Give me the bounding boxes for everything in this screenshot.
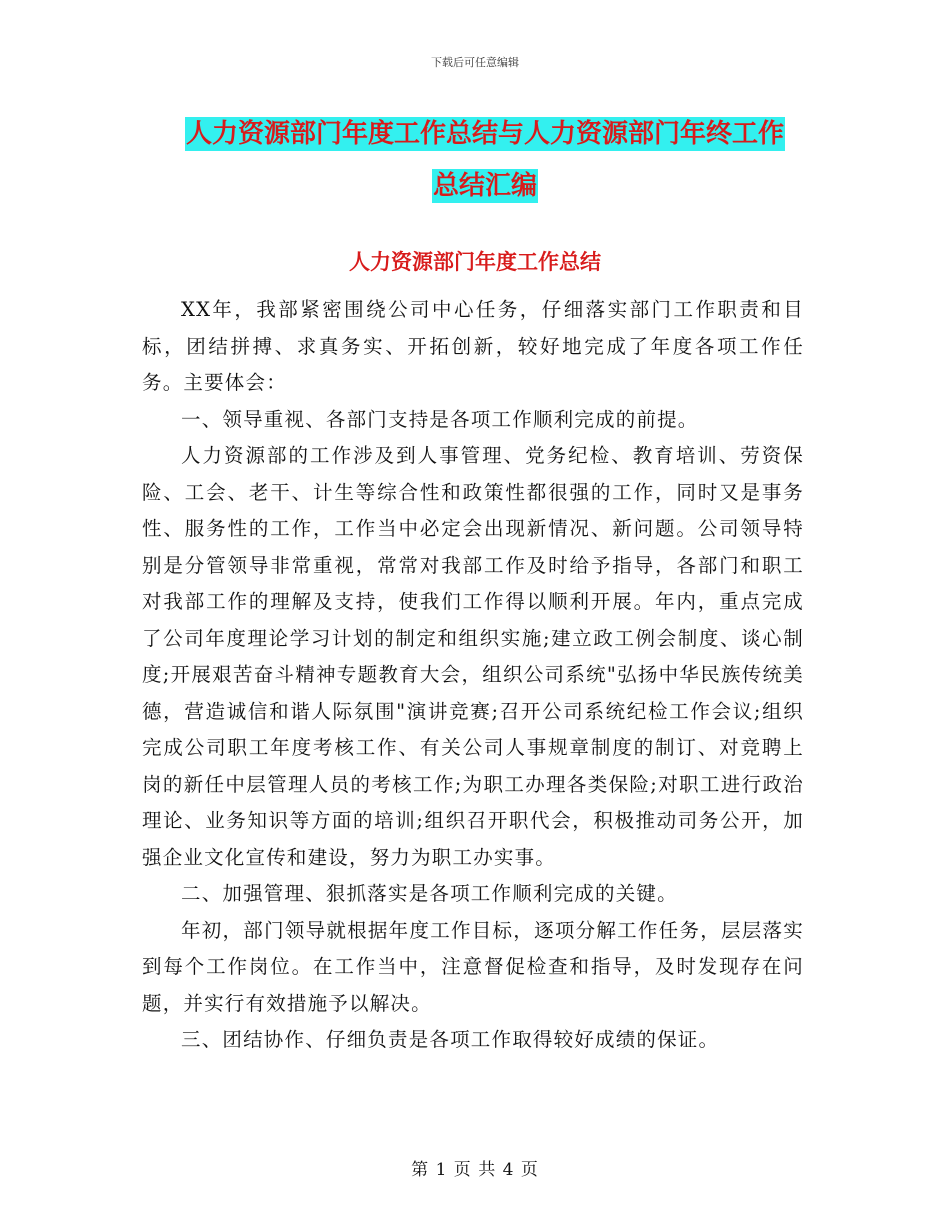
paragraph: XX年，我部紧密围绕公司中心任务，仔细落实部门工作职责和目标，团结拼搏、求真务实、开拓创新，较好地完成了年度各项工作任务。主要体会： — [142, 298, 804, 394]
header-note: 下载后可任意编辑 — [431, 56, 519, 69]
paragraph: 二、加强管理、狠抓落实是各项工作顺利完成的关键。 — [181, 882, 678, 905]
paragraph: 人力资源部的工作涉及到人事管理、党务纪检、教育培训、劳资保险、工会、老干、计生等综合性和政策性都很强的工作，同时又是事务性、服务性的工作，工作当中必定会出现新情况、新问题。公司领导特别是分管领导非常重视，常常对我部工作及时给予指导，各部门和职工对我部工作的理解及支持，使我们工作得以顺利开展。年内，重点完成了公司年度理论学习计划的制定和组织实施;建立政工例会制度、谈心制度;开展艰苦奋斗精神专题教育大会，组织公司系统"弘扬中华民族传统美德，营造诚信和谐人际氛围"演讲竞赛;召开公司系统纪检工作会议;组织完成公司职工年度考核工作、有关公司人事规章制度的制订、对竞聘上岗的新任中层管理人员的考核工作;为职工办理各类保险;对职工进行政治理论、业务知识等方面的培训;组织召开职代会，积极推动司务公开，加强企业文化宣传和建设，努力为职工办实事。 — [142, 444, 804, 869]
paragraph: 一、领导重视、各部门支持是各项工作顺利完成的前提。 — [181, 407, 699, 431]
document-title — [150, 108, 820, 212]
document-body — [142, 292, 804, 1059]
page-footer: 第 1 页 共 4 页 — [411, 1160, 539, 1180]
paragraph: 三、团结协作、仔细负责是各项工作取得较好成绩的保证。 — [181, 1028, 720, 1051]
document-title-line1: 人力资源部门年度工作总结与人力资源部门年终工作 — [185, 119, 784, 149]
paragraph: 年初，部门领导就根据年度工作目标，逐项分解工作任务，层层落实到每个工作岗位。在工作当中，注意督促检查和指导，及时发现存在问题，并实行有效措施予以解决。 — [142, 918, 804, 1015]
document-title-line2: 总结汇编 — [432, 171, 537, 201]
section-title: 人力资源部门年度工作总结 — [349, 250, 601, 274]
